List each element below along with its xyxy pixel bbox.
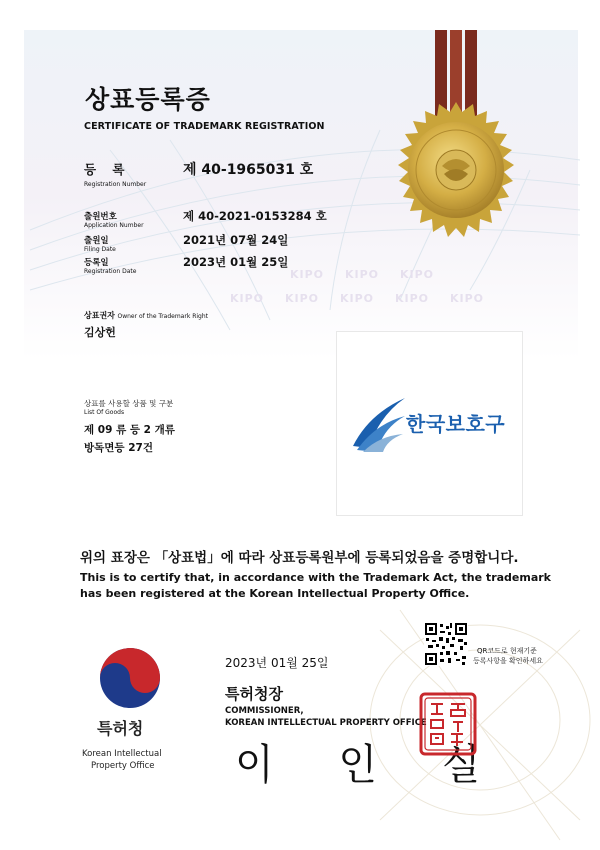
registration-date-label: 등록일 xyxy=(84,258,109,268)
office-name-ko: 특허청 xyxy=(97,719,144,738)
owner-label xyxy=(84,310,208,321)
watermark-text: KIPO xyxy=(340,292,375,305)
qr-note-2: 등록사항을 확인하세요 xyxy=(473,657,543,665)
filing-date: 2021년 07월 24일 xyxy=(183,233,289,247)
filing-label: 출원일 xyxy=(84,236,109,246)
office-name-en-1: Korean Intellectual xyxy=(82,749,162,759)
goods-label: 상표를 사용할 상품 및 구분 xyxy=(84,399,174,408)
watermark-text: KIPO xyxy=(345,268,380,281)
registration-date-label-en: Registration Date xyxy=(84,268,137,275)
owner-name: 김상헌 xyxy=(84,326,116,339)
official-seal-stamp xyxy=(419,692,477,756)
trademark-text: 한국보호구 xyxy=(406,412,506,436)
application-number: 제 40-2021-0153284 호 xyxy=(183,209,327,223)
watermark-text: KIPO xyxy=(290,268,325,281)
office-name-en-2: Property Office xyxy=(91,761,155,771)
certification-statement-en-1: This is to certify that, in accordance with the Trademark Act, the trademark xyxy=(80,571,551,584)
watermark-text: KIPO xyxy=(400,268,435,281)
registration-number: 제 40-1965031 호 xyxy=(183,162,314,178)
application-label: 출원번호 xyxy=(84,212,117,222)
qr-code[interactable] xyxy=(424,622,468,666)
certification-statement: 위의 표장은 「상표법」에 따라 상표등록원부에 등록되었음을 증명합니다. xyxy=(80,550,519,566)
certificate-title: 상표등록증 xyxy=(85,85,211,114)
filing-label-en: Filing Date xyxy=(84,246,116,253)
goods-label-en: List Of Goods xyxy=(84,409,125,416)
application-label-en: Application Number xyxy=(84,222,144,229)
certification-statement-en-2: has been registered at the Korean Intellectual Property Office. xyxy=(80,587,470,600)
watermark-text: KIPO xyxy=(450,292,485,305)
registration-date: 2023년 01월 25일 xyxy=(183,255,289,269)
commissioner-signature: 이 인 실 xyxy=(235,741,507,790)
certificate-title-en: CERTIFICATE OF TRADEMARK REGISTRATION xyxy=(84,121,325,132)
owner-label-en: Owner of the Trademark Right xyxy=(117,313,209,320)
commissioner-title-en-1: COMMISSIONER, xyxy=(225,706,304,716)
issue-date: 2023년 01월 25일 xyxy=(225,656,329,670)
commissioner-title: 특허청장 xyxy=(225,685,283,703)
owner-label-ko: 상표권자 xyxy=(84,311,115,320)
qr-note-1: QR코드로 현재기준 xyxy=(477,647,537,655)
kipo-logo-icon xyxy=(95,643,165,713)
goods-classes: 제 09 류 등 2 개류 xyxy=(84,424,175,436)
watermark-text: KIPO xyxy=(230,292,265,305)
goods-count: 방독면등 27건 xyxy=(84,442,153,454)
registration-label: 등 록 xyxy=(84,162,131,177)
commissioner-title-en-2: KOREAN INTELLECTUAL PROPERTY OFFICE xyxy=(225,718,427,728)
registration-label-en: Registration Number xyxy=(84,181,147,188)
watermark-text: KIPO xyxy=(285,292,320,305)
watermark-text: KIPO xyxy=(395,292,430,305)
trademark-logo-icon xyxy=(349,394,409,454)
